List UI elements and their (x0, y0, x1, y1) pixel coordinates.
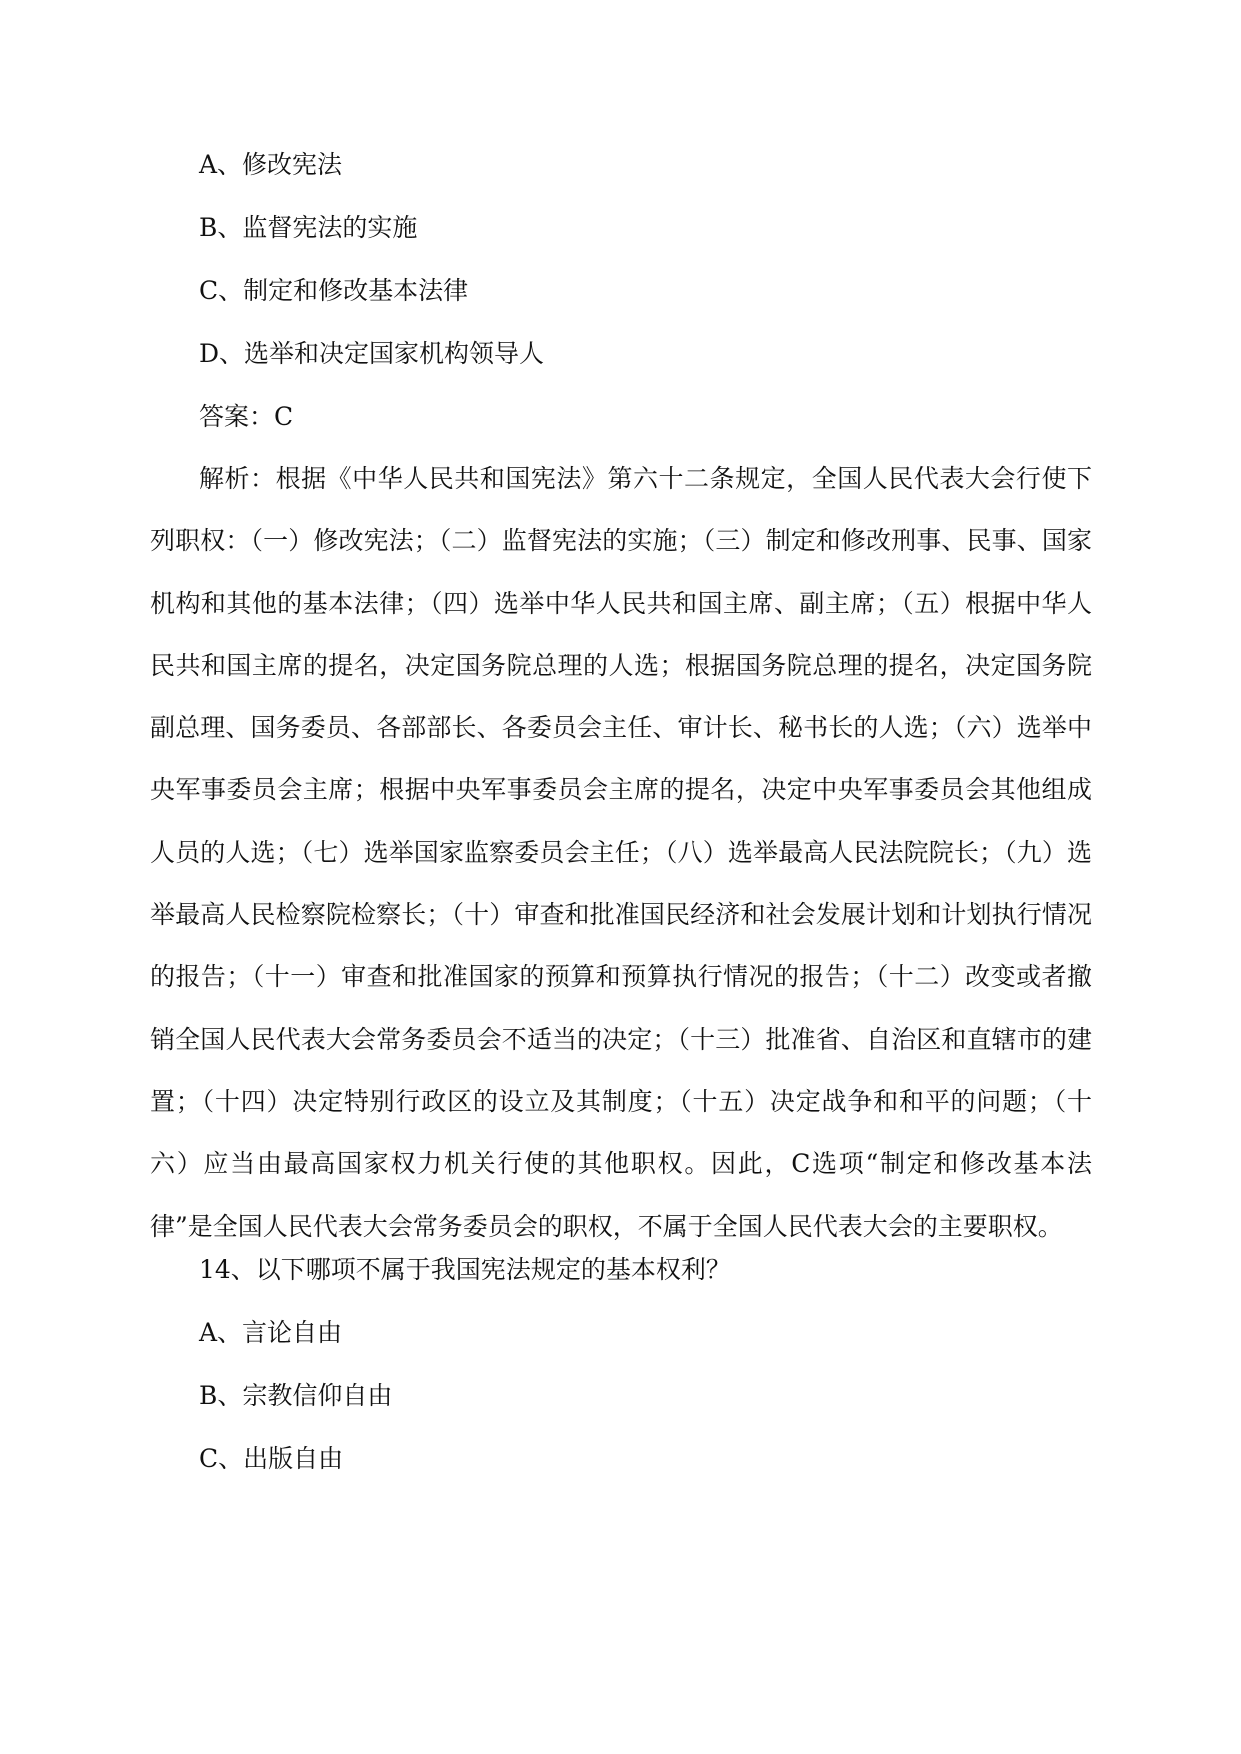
option-c: C、制定和修改基本法律 (199, 276, 469, 305)
option-a: A、修改宪法 (199, 150, 343, 179)
option-a: A、言论自由 (199, 1318, 343, 1347)
option-b: B、宗教信仰自由 (199, 1381, 393, 1410)
option-b: B、监督宪法的实施 (199, 213, 418, 242)
analysis-paragraph: 解析：根据《中华人民共和国宪法》第六十二条规定，全国人民代表大会行使下列职权：（一）修改宪法；（二）监督宪法的实施；（三）制定和修改刑事、民事、国家机构和其他的基本法律；（四）选举中华人民共和国主席、副主席；（五）根据中华人民共和国主席的提名，决定国务院总理的人选；根据国务院总理的提名，决定国务院副总理、国务委员、各部部长、各委员会主任、审计长、秘书长的人选；（六）选举中央军事委员会主席；根据中央军事委员会主席的提名，决定中央军事委员会其他组成人员的人选；（七）选举国家监察委员会主任；（八）选举最高人民法院院长；（九）选举最高人民检察院检察长；（十）审查和批准国民经济和社会发展计划和计划执行情况的报告；（十一）审查和批准国家的预算和预算执行情况的报告；（十二）改变或者撤销全国人民代表大会常务委员会不适当的决定；（十三）批准省、自治区和直辖市的建置；（十四）决定特别行政区的设立及其制度；（十五）决定战争和和平的问题；（十六）应当由最高国家权力机关行使的其他职权。因此，C选项“制定和修改基本法律”是全国人民代表大会常务委员会的职权，不属于全国人民代表大会的主要职权。 (150, 464, 1092, 1241)
option-d: D、选举和决定国家机构领导人 (199, 339, 545, 368)
question-14-stem: 14、以下哪项不属于我国宪法规定的基本权利？ (199, 1255, 731, 1284)
answer-line: 答案：C (199, 402, 294, 431)
option-c: C、出版自由 (199, 1444, 344, 1473)
